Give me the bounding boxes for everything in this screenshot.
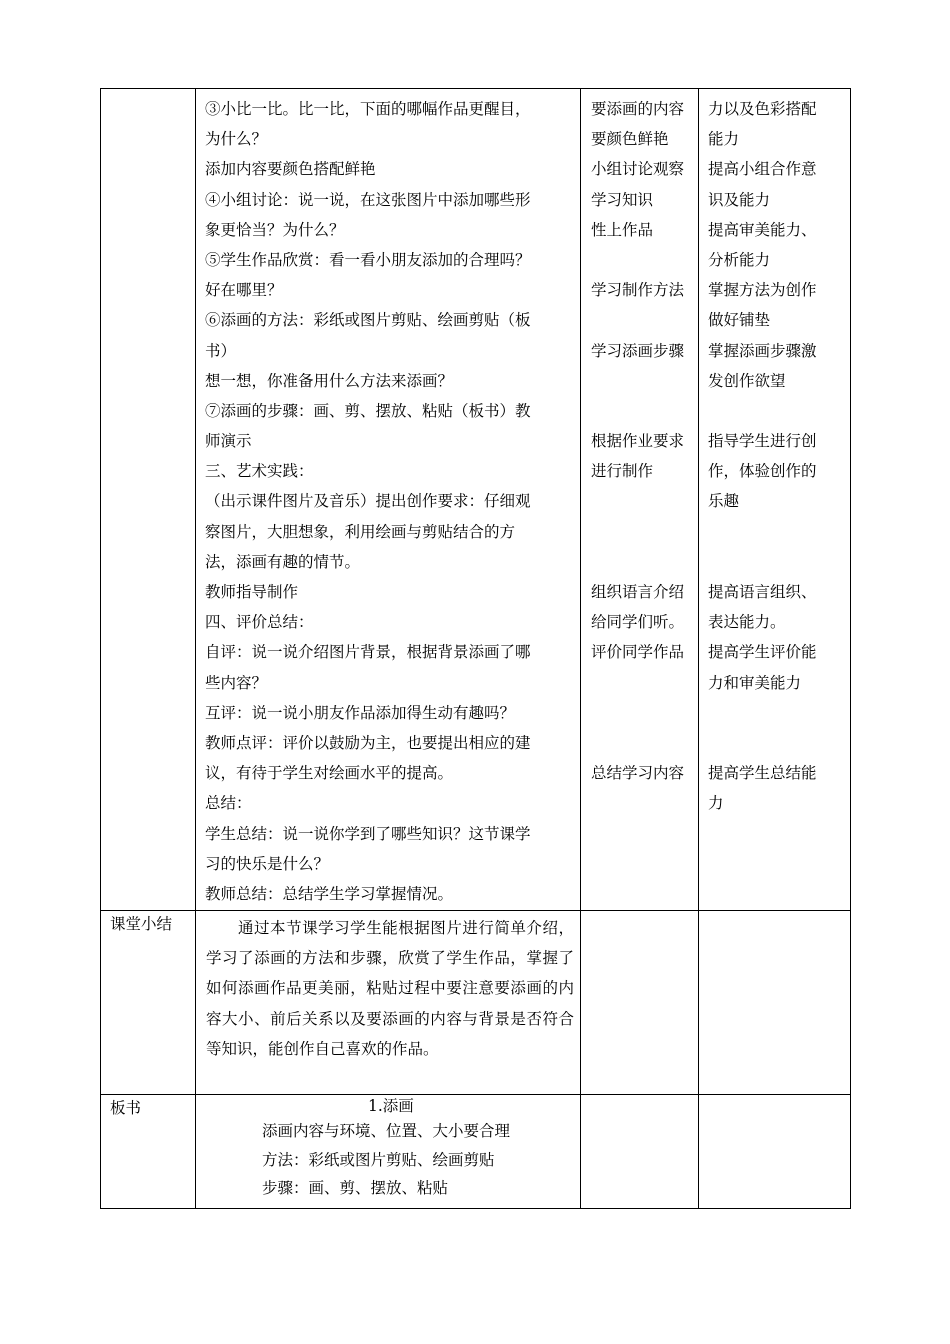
text-line (708, 698, 844, 728)
summary-empty-cell (581, 911, 699, 1095)
board-title: 1.添画 (368, 1097, 414, 1115)
lesson-plan-table (100, 88, 851, 1209)
student-activity-cell (581, 89, 699, 911)
text-line (591, 517, 694, 547)
summary-empty-cell-2 (699, 911, 851, 1095)
summary-text-cell (196, 911, 581, 1095)
teacher-activity-text (196, 89, 580, 909)
board-label: 板书 (110, 1099, 142, 1117)
text-line: 察图片，大胆想象，利用绘画与剪贴结合的方 (205, 522, 516, 541)
text-line: 评价同学作品 (591, 643, 685, 662)
text-line (591, 245, 694, 275)
text-line: 掌握添画步骤激 (708, 341, 817, 360)
text-line: 根据作业要求 (591, 432, 685, 451)
text-line: 学习添画步骤 (591, 341, 685, 360)
text-line: ⑤学生作品欣赏：看一看小朋友添加的合理吗？ (205, 250, 531, 269)
text-line: 给同学们听。 (591, 613, 685, 632)
text-line: ③小比一比。比一比，下面的哪幅作品更醒目， (205, 100, 531, 118)
text-line: 提高小组合作意 (708, 160, 817, 179)
text-line: 学习知识 (591, 190, 654, 209)
text-line: 做好铺垫 (708, 311, 771, 330)
board-item: 方法：彩纸或图片剪贴、绘画剪贴 (262, 1150, 495, 1169)
text-line: 为什么？ (205, 130, 268, 149)
board-label-cell (101, 1095, 196, 1209)
text-line: ⑦添画的步骤：画、剪、摆放、粘贴（板书）教 (205, 401, 531, 420)
text-line: 组织语言介绍 (591, 583, 685, 601)
text-line: 学习制作方法 (591, 281, 685, 300)
text-line: 教师点评：评价以鼓励为主，也要提出相应的建 (205, 733, 531, 752)
board-item: 添画内容与环境、位置、大小要合理 (262, 1122, 511, 1140)
text-line: 四、评价总结： (205, 613, 314, 632)
text-line (591, 547, 694, 577)
text-line: 想一想，你准备用什么方法来添画？ (205, 371, 454, 390)
text-line (591, 668, 694, 698)
text-line: 力和审美能力 (708, 673, 802, 692)
text-line: 些内容？ (205, 673, 268, 692)
summary-text (196, 911, 580, 1064)
text-line: 书） (205, 341, 237, 360)
text-line: 三、艺术实践： (205, 462, 314, 481)
text-line: 习的快乐是什么？ (205, 854, 330, 873)
text-line: （出示课件图片及音乐）提出创作要求：仔细观 (205, 492, 531, 511)
text-line: 力以及色彩搭配 (708, 100, 817, 118)
board-empty-cell (581, 1095, 699, 1209)
student-activity-text (581, 89, 698, 788)
text-line: 性上作品 (591, 220, 654, 239)
design-intent-cell (699, 89, 851, 911)
text-line: 总结学习内容 (591, 764, 685, 783)
text-line: 自评：说一说介绍图片背景，根据背景添画了哪 (205, 643, 531, 662)
text-line: 师演示 (205, 432, 252, 451)
board-empty-cell-2 (699, 1095, 851, 1209)
text-line (591, 305, 694, 335)
text-line: 作，体验创作的 (708, 462, 817, 481)
text-line: 学生总结：说一说你学到了哪些知识？这节课学 (205, 824, 531, 843)
text-line (708, 728, 844, 758)
text-line: 总结： (205, 794, 252, 813)
text-line: 法，添画有趣的情节。 (205, 552, 361, 571)
text-line (591, 698, 694, 728)
text-line (591, 486, 694, 516)
text-line: 教师总结：总结学生学习掌握情况。 (205, 884, 454, 903)
text-line: 提高语言组织、 (708, 583, 817, 601)
text-line: 要颜色鲜艳 (591, 130, 669, 149)
text-line: 要添画的内容 (591, 100, 685, 118)
text-line: 发创作欲望 (708, 371, 786, 390)
board-content (196, 1095, 580, 1203)
text-line (591, 728, 694, 758)
text-line (591, 366, 694, 396)
text-line: 分析能力 (708, 250, 771, 269)
text-line (708, 547, 844, 577)
text-line: 指导学生进行创 (708, 432, 817, 451)
board-content-cell (196, 1095, 581, 1209)
text-line (591, 396, 694, 426)
teacher-activity-cell (196, 89, 581, 911)
row-label-cell-empty (101, 89, 196, 911)
text-line: 象更恰当？为什么？ (205, 220, 345, 239)
text-line: 提高学生总结能 (708, 764, 817, 783)
text-line: 提高审美能力、 (708, 220, 817, 239)
text-line: 提高学生评价能 (708, 643, 817, 662)
text-line (708, 517, 844, 547)
text-line: ⑥添画的方法：彩纸或图片剪贴、绘画剪贴（板 (205, 311, 531, 330)
summary-paragraph: 通过本节课学习学生能根据图片进行简单介绍，学习了添画的方法和步骤，欣赏了学生作品，掌握了如何添画作品更美丽，粘贴过程中要注意要添画的内容大小、前后关系以及要添画的内容与背景是否符合等知识，能创作自己喜欢的作品。 (206, 919, 574, 1058)
design-intent-text (699, 89, 850, 819)
text-line: 力 (708, 794, 724, 813)
summary-label-cell (101, 911, 196, 1095)
text-line: 能力 (708, 130, 740, 149)
text-line: 乐趣 (708, 492, 740, 511)
text-line: ④小组讨论：说一说，在这张图片中添加哪些形 (205, 190, 531, 209)
text-line: 教师指导制作 (205, 583, 299, 601)
text-line: 添加内容要颜色搭配鲜艳 (205, 160, 376, 179)
text-line: 互评：说一说小朋友作品添加得生动有趣吗？ (205, 703, 516, 722)
text-line: 小组讨论观察 (591, 160, 685, 179)
blackboard-row (101, 1095, 851, 1209)
text-line: 好在哪里？ (205, 281, 283, 300)
text-line: 进行制作 (591, 462, 654, 481)
summary-label: 课堂小结 (110, 915, 173, 933)
text-line: 识及能力 (708, 190, 771, 209)
summary-row (101, 911, 851, 1095)
text-line: 议，有待于学生对绘画水平的提高。 (205, 764, 454, 783)
text-line (708, 396, 844, 426)
board-item: 步骤：画、剪、摆放、粘贴 (262, 1179, 449, 1197)
text-line: 表达能力。 (708, 613, 786, 632)
teaching-process-row (101, 89, 851, 911)
text-line: 掌握方法为创作 (708, 281, 817, 300)
